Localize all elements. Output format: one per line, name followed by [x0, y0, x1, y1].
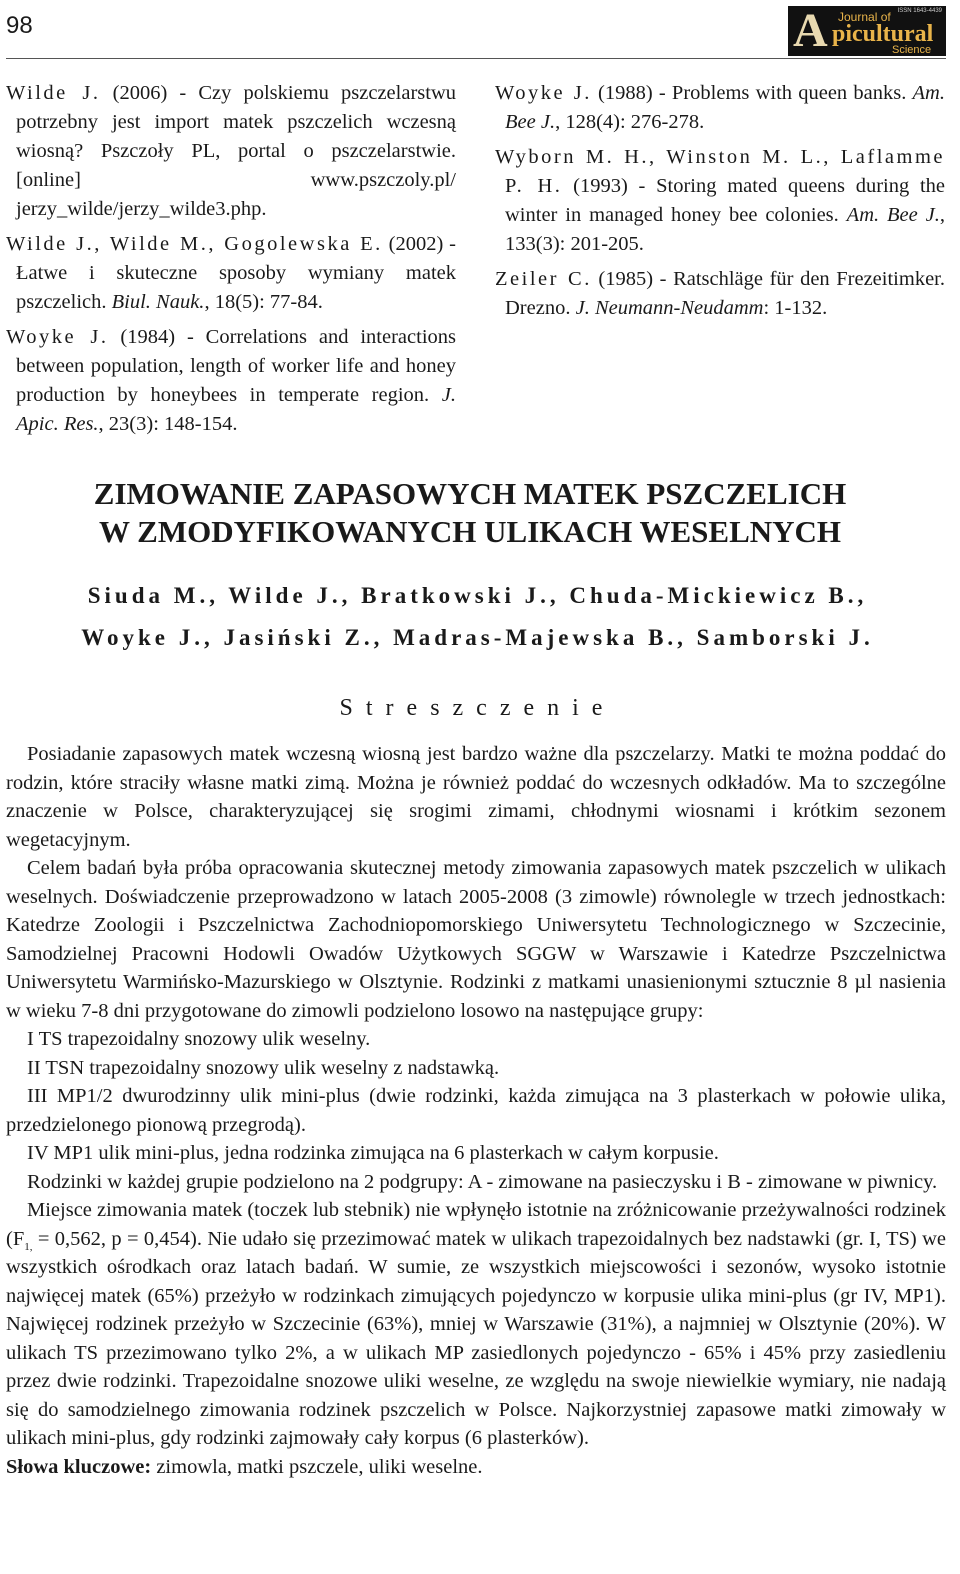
article-title [0, 475, 940, 551]
abstract-paragraph: Posiadanie zapasowych matek wczesną wiosną jest bardzo ważne dla pszczelarzy. Matki te można poddać do rodzin, które straciły własne matki zimą. Można je również poddać do wczesnych odkładów. Ma to szczególne znaczenie w Polsce, charakteryzującej się srogimi zimami, chłodnymi wiosnami i krótkim sezonem wegetacyjnym. [6, 743, 946, 851]
journal-logo [788, 6, 946, 56]
page-number: 98 [6, 12, 33, 39]
reference-item: Woyke J. (1984) - Correlations and interactions between population, length of worker life and honey production by honeybees in temperate region. J. Apic. Res., 23(3): 148-154. [6, 326, 456, 435]
authors-line-1: Siuda M., Wilde J., Bratkowski J., Chuda-Mickiewicz B., [87, 583, 868, 608]
reference-item: Wyborn M. H., Winston M. L., Laflamme P. H. (1993) - Storing mated queens during the winter in managed honey bee colonies. Am. Bee J., 133(3): 201-205. [495, 146, 945, 255]
article-authors [0, 575, 955, 659]
title-line-2: W ZMODYFIKOWANYCH ULIKACH WESELNYCH [98, 514, 842, 549]
references-left-column [6, 79, 456, 445]
reference-item: Wilde J., Wilde M., Gogolewska E. (2002) - Łatwe i skuteczne sposoby wymiany matek pszczelich. Biul. Nauk., 18(5): 77-84. [6, 233, 456, 313]
logo-issn: ISSN 1643-4439 [897, 8, 942, 14]
group-item: II TSN trapezoidalny snozowy ulik weselny z nadstawką. [27, 1056, 500, 1079]
logo-letter: A [793, 6, 828, 56]
group-item: I TS trapezoidalny snozowy ulik weselny. [27, 1028, 371, 1050]
group-item: IV MP1 ulik mini-plus, jedna rodzinka zimująca na 6 plasterkach w całym korpusie. [27, 1142, 719, 1164]
logo-line-2: picultural [832, 21, 934, 47]
section-heading: Streszczenie [339, 695, 616, 721]
keywords-text: zimowla, matki pszczele, uliki weselne. [151, 1455, 483, 1478]
abstract-paragraph: Rodzinki w każdej grupie podzielono na 2 podgrupy: A - zimowane na pasieczysku i B - zimowane w piwnicy. [27, 1170, 938, 1193]
reference-item: Zeiler C. (1985) - Ratschläge für den Frezeitimker. Drezno. J. Neumann-Neudamm: 1-132. [495, 268, 945, 319]
references-right-column [495, 79, 945, 329]
logo-line-3: Science [892, 44, 932, 56]
keywords [6, 1453, 946, 1482]
logo-line-1: Journal of [838, 10, 891, 24]
reference-item: Woyke J. (1988) - Problems with queen banks. Am. Bee J., 128(4): 276-278. [495, 82, 945, 133]
title-line-1: ZIMOWANIE ZAPASOWYCH MATEK PSZCZELICH [93, 476, 847, 511]
abstract-paragraph: Miejsce zimowania matek (toczek lub stebnik) nie wpłynęło istotnie na zróżnicowanie przeżywalności rodzinek ($F_{1,} = 0,562$, p = 0,454). Nie udało się przezimować matek w ulikach trapezoidalnych bez nadstawki (gr. I, TS) we wszystkich ośrodkach oraz latach badań. W sumie, ze wszystkich miejscowości i sezonów, wysoko istotnie najwięcej matek (65%) przeżyło w rodzinkach zimujących pojedynczo w korpusie ulika mini-plus (gr IV, MP1). Najwięcej rodzinek przeżyło w Szczecinie (63%), mniej w Warszawie (31%), a najmniej w Olsztynie (20%). W ulikach TS przezimowano tylko 2%, a w ulikach MP zasiedlonych pojedynczo - 65% i 45% przy zasiedleniu przez dwie rodzinki. Trapezoidalne snozowe uliki weselne, ze względu na swoje niewielkie wymiary, nie nadają się do samodzielnego zimowania rodzinek pszczelich w Polsce. Najkorzystniej zapasowe matki zimowały w ulikach mini-plus, gdy rodzinki zajmowały cały korpus (6 plasterków). [6, 1199, 946, 1449]
abstract-paragraph: Celem badań była próba opracowania skutecznej metody zimowania zapasowych matek pszczelich w ulikach weselnych. Doświadczenie przeprowadzono w latach 2005-2008 (3 zimowle) równolegle w trzech jednostkach: Katedrze Zoologii i Pszczelnictwa Zachodniopomorskiego Uniwersytetu Technologicznego w Szczecinie, Samodzielnej Pracowni Hodowli Owadów Użytkowych SGGW w Warszawie i Katedrze Pszczelnictwa Uniwersytetu Warmińsko-Mazurskiego w Olsztynie. Rodzinki z matkami unasienionymi sztucznie 8 µl nasienia w wieku 7-8 dni przygotowane do zimowli podzielono losowo na następujące grupy: [6, 857, 946, 1022]
group-item: III MP1/2 dwurodzinny ulik mini-plus (dwie rodzinki, każda zimująca na 3 plasterkach w połowie ulika, przedzielonego pionową przegrodą). [6, 1085, 946, 1136]
authors-line-2: Woyke J., Jasiński Z., Madras-Majewska B., Samborski J. [81, 625, 874, 650]
reference-item: Wilde J. (2006) - Czy polskiemu pszczelarstwu potrzebny jest import matek pszczelich wczesną wiosną? Pszczoły PL, portal o pszczelarstwie. [online] www.pszczoly.pl/ jerzy_wilde/jerzy_wilde3.php. [6, 82, 456, 220]
keywords-label: Słowa kluczowe: [6, 1455, 152, 1478]
abstract-body [6, 740, 946, 1481]
header-rule [6, 58, 946, 59]
